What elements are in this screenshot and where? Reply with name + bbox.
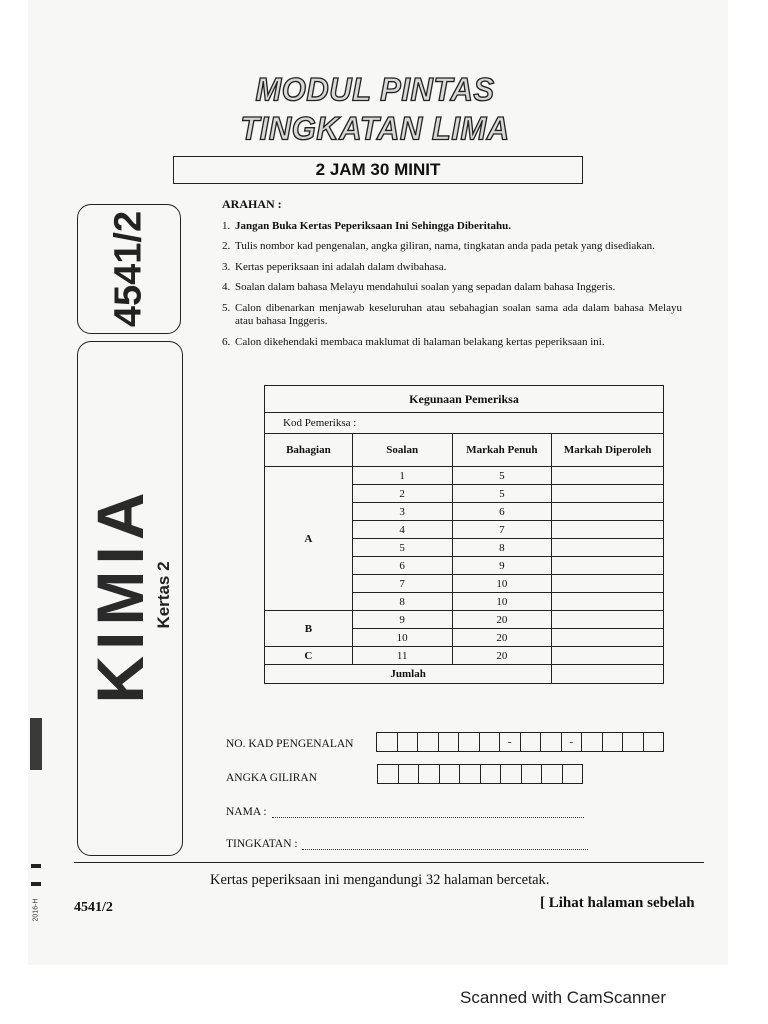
question-cell: 11 — [352, 647, 452, 665]
total-row — [265, 665, 664, 684]
ic-label: NO. KAD PENGENALAN — [226, 738, 354, 750]
digit-box[interactable] — [582, 732, 603, 752]
question-cell: 5 — [352, 539, 452, 557]
duration-box — [173, 156, 583, 184]
obtained-marks-cell[interactable] — [552, 575, 664, 593]
obtained-marks-cell[interactable] — [552, 647, 664, 665]
obtained-marks-cell[interactable] — [552, 521, 664, 539]
digit-box[interactable] — [542, 764, 563, 784]
obtained-marks-cell[interactable] — [552, 593, 664, 611]
full-marks-cell: 10 — [452, 593, 552, 611]
full-marks-cell: 20 — [452, 611, 552, 629]
digit-box[interactable] — [501, 764, 522, 784]
paper-label: Kertas 2 — [154, 561, 173, 629]
digit-box[interactable] — [563, 764, 584, 784]
digit-box[interactable]: - — [562, 732, 583, 752]
digit-box[interactable] — [623, 732, 644, 752]
question-cell: 2 — [352, 485, 452, 503]
digit-box[interactable] — [378, 764, 399, 784]
paper-code-vertical: 4541/2 — [107, 210, 150, 328]
instructions — [222, 198, 682, 356]
obtained-marks-cell[interactable] — [552, 503, 664, 521]
digit-box[interactable] — [521, 732, 542, 752]
name-label: NAMA : — [226, 806, 267, 818]
instruction-item: 2. Tulis nombor kad pengenalan, angka giliran, nama, tingkatan anda pada petak yang disediakan. — [222, 240, 655, 252]
examiner-code-field[interactable]: Kod Pemeriksa : — [265, 413, 664, 434]
index-label: ANGKA GILIRAN — [226, 772, 318, 784]
module-title: MODUL PINTAS — [255, 71, 495, 108]
digit-box[interactable] — [399, 764, 420, 784]
instruction-item: 6. Calon dikehendaki membaca maklumat di halaman belakang kertas peperiksaan ini. — [222, 335, 605, 348]
instructions-heading: ARAHAN : — [222, 197, 282, 211]
full-marks-cell: 20 — [452, 629, 552, 647]
name-field[interactable] — [272, 817, 584, 818]
section-cell: C — [265, 647, 353, 665]
digit-box[interactable] — [460, 764, 481, 784]
obtained-marks-cell[interactable] — [552, 557, 664, 575]
question-cell: 1 — [352, 467, 452, 485]
form-class-label: TINGKATAN : — [226, 838, 298, 850]
digit-box[interactable] — [459, 732, 480, 752]
digit-box[interactable] — [439, 732, 460, 752]
side-registration-mark — [30, 718, 42, 770]
total-label: Jumlah — [265, 665, 552, 684]
digit-box[interactable] — [541, 732, 562, 752]
question-cell: 6 — [352, 557, 452, 575]
question-cell: 3 — [352, 503, 452, 521]
full-marks-cell: 7 — [452, 521, 552, 539]
scanner-watermark: Scanned with CamScanner — [460, 988, 667, 1007]
question-cell: 10 — [352, 629, 452, 647]
obtained-marks-cell[interactable] — [552, 485, 664, 503]
digit-box[interactable] — [419, 764, 440, 784]
table-row — [265, 467, 664, 485]
ic-number-boxes[interactable] — [376, 732, 664, 752]
digit-box[interactable] — [480, 732, 501, 752]
digit-box[interactable] — [398, 732, 419, 752]
instruction-item: 5. Calon dibenarkan menjawab keseluruhan atau sebahagian soalan sama ada dalam bahasa Melayu atau bahasa Inggeris. — [222, 301, 682, 327]
total-marks-cell[interactable] — [552, 665, 664, 684]
digit-box[interactable] — [377, 732, 398, 752]
table-row — [265, 611, 664, 629]
footer-paper-code: 4541/2 — [74, 900, 113, 915]
obtained-marks-cell[interactable] — [552, 539, 664, 557]
duration-text: 2 JAM 30 MINIT — [315, 160, 441, 179]
digit-box[interactable] — [481, 764, 502, 784]
digit-box[interactable] — [603, 732, 624, 752]
table-row — [265, 647, 664, 665]
full-marks-cell: 20 — [452, 647, 552, 665]
instruction-item: 4. Soalan dalam bahasa Melayu mendahului soalan yang sepadan dalam bahasa Inggeris. — [222, 281, 616, 293]
paper-code-box — [77, 204, 181, 334]
full-marks-cell: 9 — [452, 557, 552, 575]
column-header: Soalan — [352, 434, 452, 467]
side-bar-marks — [31, 864, 41, 886]
question-cell: 4 — [352, 521, 452, 539]
instruction-item: 1. Jangan Buka Kertas Peperiksaan Ini Sehingga Diberitahu. — [222, 219, 511, 232]
column-header: Bahagian — [265, 434, 353, 467]
digit-box[interactable] — [522, 764, 543, 784]
next-page-note: [ Lihat halaman sebelah — [540, 895, 695, 911]
footer-divider — [74, 862, 704, 863]
obtained-marks-cell[interactable] — [552, 467, 664, 485]
form-class-field[interactable] — [302, 849, 588, 850]
instruction-item: 3. Kertas peperiksaan ini adalah dalam dwibahasa. — [222, 260, 447, 273]
side-print-code: 2016-H — [32, 898, 40, 922]
full-marks-cell: 5 — [452, 467, 552, 485]
page-count-note: Kertas peperiksaan ini mengandungi 32 halaman bercetak. — [210, 872, 550, 888]
full-marks-cell: 6 — [452, 503, 552, 521]
digit-box[interactable] — [418, 732, 439, 752]
full-marks-cell: 8 — [452, 539, 552, 557]
obtained-marks-cell[interactable] — [552, 611, 664, 629]
index-number-boxes[interactable] — [377, 764, 583, 784]
question-cell: 9 — [352, 611, 452, 629]
full-marks-cell: 10 — [452, 575, 552, 593]
column-header: Markah Diperoleh — [552, 434, 664, 467]
examiner-table — [264, 385, 664, 684]
form-level-title: TINGKATAN LIMA — [240, 110, 510, 147]
section-cell: B — [265, 611, 353, 647]
table-title: Kegunaan Pemeriksa — [265, 386, 664, 413]
question-cell: 8 — [352, 593, 452, 611]
column-header: Markah Penuh — [452, 434, 552, 467]
subject-title: KIMIA — [83, 486, 157, 704]
digit-box[interactable]: - — [500, 732, 521, 752]
question-cell: 7 — [352, 575, 452, 593]
obtained-marks-cell[interactable] — [552, 629, 664, 647]
digit-box[interactable] — [644, 732, 665, 752]
section-cell: A — [265, 467, 353, 611]
digit-box[interactable] — [440, 764, 461, 784]
full-marks-cell: 5 — [452, 485, 552, 503]
